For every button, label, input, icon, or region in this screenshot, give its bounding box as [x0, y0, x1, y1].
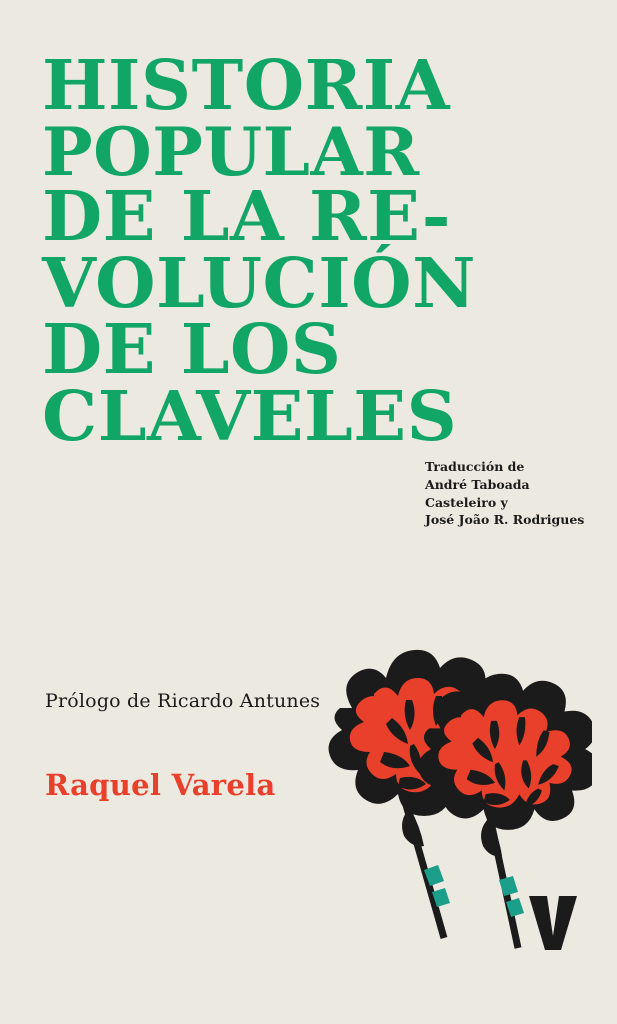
book-title — [42, 46, 582, 457]
prologue-credit: Prólogo de Ricardo Antunes — [45, 690, 321, 712]
title-line-6: CLAVELES — [42, 376, 458, 457]
v-logo-icon — [527, 894, 579, 952]
title-line-5: DE LOS — [42, 310, 342, 391]
title-line-1: HISTORIA — [42, 46, 451, 126]
translation-credit — [425, 458, 590, 529]
title-line-3: DE LA RE- — [42, 177, 452, 258]
translation-line-3: Casteleiro y — [425, 494, 508, 510]
author-name: Raquel Varela — [45, 768, 276, 802]
translation-line-4: José João R. Rodrigues — [425, 512, 585, 528]
title-line-2: POPULAR — [42, 112, 420, 191]
translation-line-2: André Taboada — [425, 476, 530, 492]
title-line-4: VOLUCIÓN — [42, 243, 477, 324]
translation-line-1: Traducción de — [425, 459, 525, 474]
